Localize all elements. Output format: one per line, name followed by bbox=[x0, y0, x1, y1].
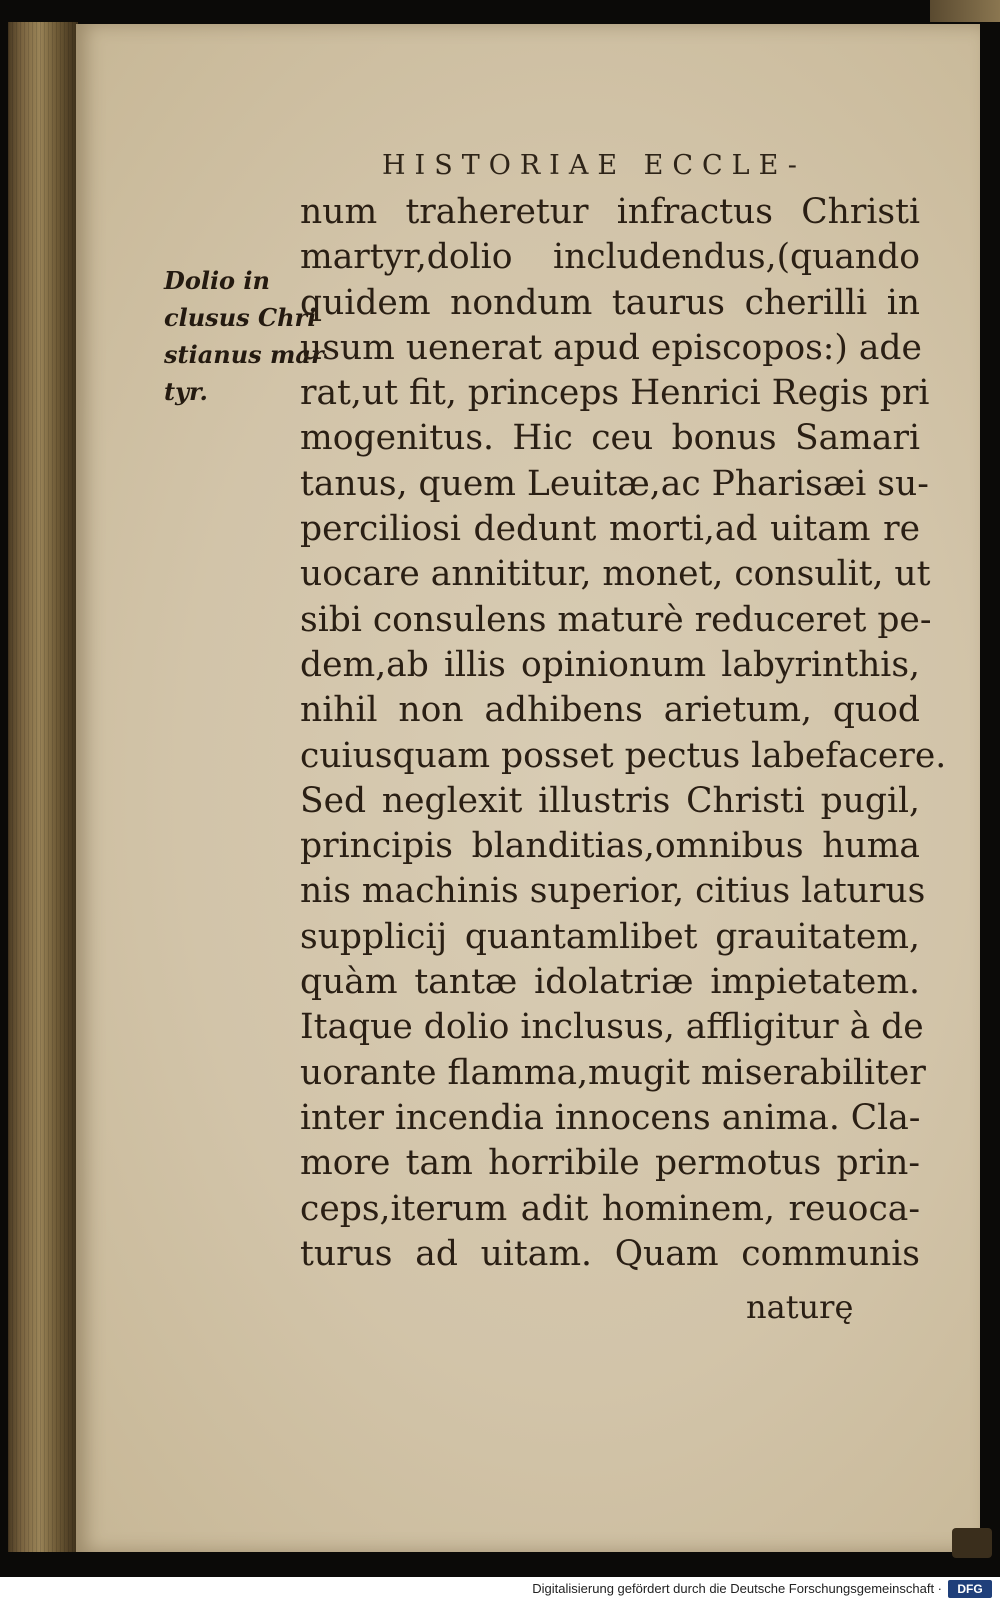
text-line: inter incendia innocens anima. Cla- bbox=[300, 1097, 921, 1138]
text-line: quidem nondum taurus cherilli in bbox=[300, 282, 920, 323]
marginal-line: Dolio in bbox=[164, 266, 270, 295]
text-line: usum uenerat apud episcopos:) ade bbox=[300, 327, 922, 368]
text-line: perciliosi dedunt morti,ad uitam re bbox=[300, 509, 920, 550]
text-line: martyr,dolio includendus,(quando bbox=[300, 237, 920, 278]
page-corner-bottom bbox=[952, 1528, 992, 1558]
text-line: Sed neglexit illustris Christi pugil, bbox=[300, 780, 920, 821]
book-block-edge bbox=[8, 22, 78, 1552]
footer-band bbox=[0, 1577, 1000, 1603]
marginal-line: clusus Chri bbox=[164, 303, 317, 332]
text-line: supplicij quantamlibet grauitatem, bbox=[300, 916, 920, 957]
marginal-note bbox=[164, 262, 324, 410]
text-line: rat,ut fit, princeps Henrici Regis pri bbox=[300, 373, 930, 414]
marginal-line: stianus mar bbox=[164, 340, 324, 369]
text-line: dem,ab illis opinionum labyrinthis, bbox=[300, 644, 920, 685]
text-line: more tam horribile permotus prin- bbox=[300, 1143, 920, 1184]
marginal-line: tyr. bbox=[164, 377, 208, 406]
text-line: nis machinis superior, citius laturus bbox=[300, 871, 926, 912]
text-line: uocare annititur, monet, consulit, ut bbox=[300, 554, 931, 595]
text-line: Itaque dolio inclusus, affligitur à de bbox=[300, 1007, 924, 1048]
text-line: uorante flamma,mugit miserabiliter bbox=[300, 1052, 926, 1093]
text-line: mogenitus. Hic ceu bonus Samari bbox=[300, 418, 920, 459]
text-line: nihil non adhibens arietum, quod bbox=[300, 690, 920, 731]
text-line: ceps,iterum adit hominem, reuoca- bbox=[300, 1188, 920, 1229]
text-line: num traheretur infractus Christi bbox=[300, 192, 920, 232]
running-head: HISTORIAE ECCLE- bbox=[382, 150, 806, 181]
text-line: turus ad uitam. Quam communis bbox=[300, 1233, 920, 1274]
text-line: cuiusquam posset pectus labefacere. bbox=[300, 735, 947, 776]
text-line: quàm tantæ idolatriæ impietatem. bbox=[300, 962, 920, 1003]
body-text bbox=[300, 190, 947, 1277]
dfg-logo: DFG bbox=[948, 1580, 992, 1598]
text-line: principis blanditias,omnibus huma bbox=[300, 826, 920, 867]
footer-credit: Digitalisierung gefördert durch die Deutsche Forschungsgemeinschaft · bbox=[532, 1581, 942, 1596]
text-line: tanus, quem Leuitæ,ac Pharisæi su- bbox=[300, 463, 929, 504]
text-line: sibi consulens maturè reduceret pe- bbox=[300, 599, 932, 640]
page-corner-top bbox=[930, 0, 1000, 22]
catchword: naturę bbox=[746, 1288, 854, 1326]
